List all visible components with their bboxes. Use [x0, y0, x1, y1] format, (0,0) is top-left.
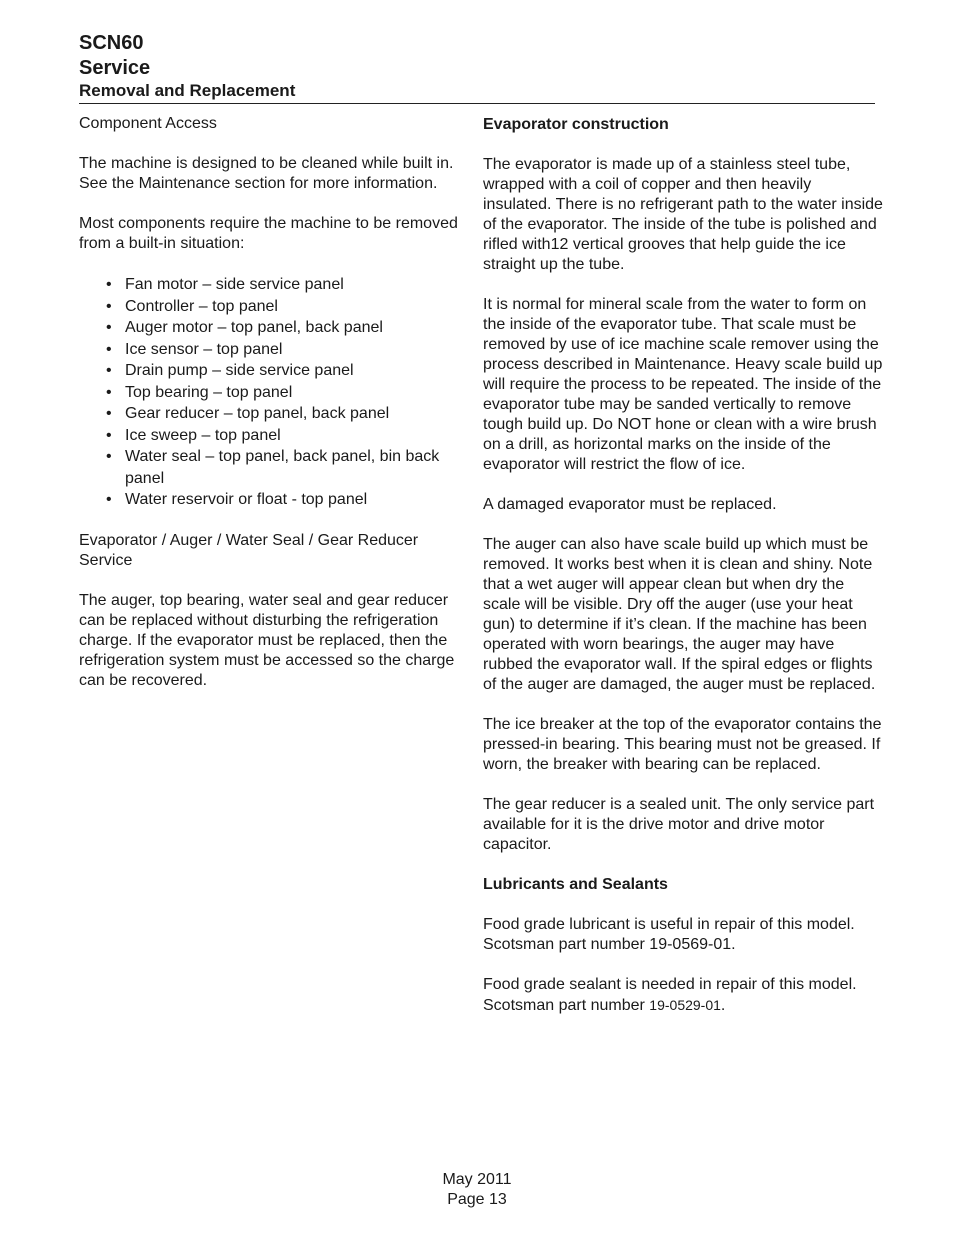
list-item-text: Top bearing – top panel: [125, 383, 293, 401]
list-item-text: Water reservoir or float - top panel: [125, 491, 368, 508]
page-number: Page 13: [447, 1191, 507, 1208]
auger-replacement-paragraph: The auger, top bearing, water seal and gear reducer can be replaced without disturbing the refrigeration charge. If the evaporator must be replaced, then the refrigeration system must be accessed so the charge can be recovered.: [79, 591, 455, 689]
bullet-icon: •: [106, 340, 112, 358]
subsection-title: Removal and Replacement: [79, 80, 875, 104]
list-item: [106, 360, 471, 382]
list-item-text: Controller – top panel: [125, 297, 278, 315]
ice-breaker-paragraph: The ice breaker at the top of the evaporator contains the pressed-in bearing. This bearing must not be greased. If worn, the breaker with bearing can be replaced.: [483, 716, 882, 773]
bullet-icon: •: [106, 405, 112, 422]
list-item: [106, 317, 471, 339]
left-column: [79, 114, 471, 711]
sealant-text: Food grade sealant is needed in repair of this model. Scotsman part number: [483, 976, 857, 1014]
sealant-paragraph: [483, 975, 883, 1016]
bullet-icon: •: [106, 319, 112, 336]
damaged-evaporator-paragraph: A damaged evaporator must be replaced.: [483, 496, 777, 513]
bullet-icon: •: [106, 448, 112, 465]
list-item-text: Drain pump – side service panel: [125, 362, 354, 379]
bullet-icon: •: [106, 362, 112, 379]
component-access-heading: Component Access: [79, 115, 217, 132]
scale-paragraph: It is normal for mineral scale from the water to form on the inside of the evaporator tube. That scale must be removed by use of ice machine scale remover using the process described in Maintenance. Heavy scale build up will require the process to be repeated. The inside of the evaporator tube may be sanded vertically to remove tough build up. Do NOT hone or clean with a wire brush on a drill, as horizontal marks on the inside of the evaporator will restrict the flow of ice.: [483, 296, 883, 473]
evaporator-description-paragraph: The evaporator is made up of a stainless steel tube, wrapped with a coil of copper and then heavily insulated. There is no refrigerant path to the water inside of the evaporator. The inside of the tube is polished and rifled with12 vertical grooves that help guide the ice straight up the tube.: [483, 156, 883, 273]
list-item: [106, 446, 471, 489]
list-item-text: Auger motor – top panel, back panel: [125, 319, 383, 336]
bullet-icon: •: [106, 297, 112, 315]
gear-reducer-paragraph: The gear reducer is a sealed unit. The only service part available for it is the drive motor and drive motor capacitor.: [483, 796, 875, 853]
list-item-text: Ice sweep – top panel: [125, 426, 281, 444]
sealant-part-number: 19-0529-01: [649, 997, 721, 1013]
model-title: SCN60: [79, 32, 144, 54]
list-item: [106, 296, 471, 318]
lubricant-paragraph: Food grade lubricant is useful in repair of this model. Scotsman part number 19-0569-01.: [483, 916, 855, 953]
list-item: [106, 403, 471, 425]
list-item: [106, 274, 471, 296]
footer-date: May 2011: [442, 1171, 512, 1188]
list-item-text: Gear reducer – top panel, back panel: [125, 405, 390, 422]
page-header: [79, 30, 875, 104]
list-item: [106, 339, 471, 361]
page-footer: [0, 1170, 954, 1210]
list-item: [106, 489, 471, 511]
sealant-period: .: [720, 997, 726, 1014]
removal-paragraph: Most components require the machine to be removed from a built-in situation:: [79, 215, 458, 252]
evaporator-service-heading: Evaporator / Auger / Water Seal / Gear Reducer Service: [79, 531, 419, 569]
list-item-text: Fan motor – side service panel: [125, 276, 344, 293]
list-item-text: Water seal – top panel, back panel, bin back panel: [125, 448, 440, 487]
list-item-text: Ice sensor – top panel: [125, 340, 283, 358]
bullet-icon: •: [106, 276, 112, 293]
component-list: [79, 274, 471, 511]
evaporator-construction-heading: Evaporator construction: [483, 116, 669, 133]
list-item: [106, 382, 471, 404]
bullet-icon: •: [106, 491, 112, 508]
auger-scale-paragraph: The auger can also have scale build up which must be removed. It works best when it is clean and shiny. Note that a wet auger will appear clean but when dry the scale will be visible. Dry off the auger (use your heat gun) to determine if it’s clean. If the machine has been operated with worn bearings, the auger may have rubbed the evaporator wall. If the spiral edges or flights of the auger are damaged, the auger must be replaced.: [483, 536, 876, 693]
list-item: [106, 425, 471, 447]
bullet-icon: •: [106, 426, 112, 444]
bullet-icon: •: [106, 383, 112, 401]
lubricants-heading: Lubricants and Sealants: [483, 876, 668, 893]
right-column: [483, 115, 883, 1036]
section-title: Service: [79, 57, 151, 79]
cleaning-paragraph: The machine is designed to be cleaned while built in. See the Maintenance section for more information.: [79, 155, 454, 192]
